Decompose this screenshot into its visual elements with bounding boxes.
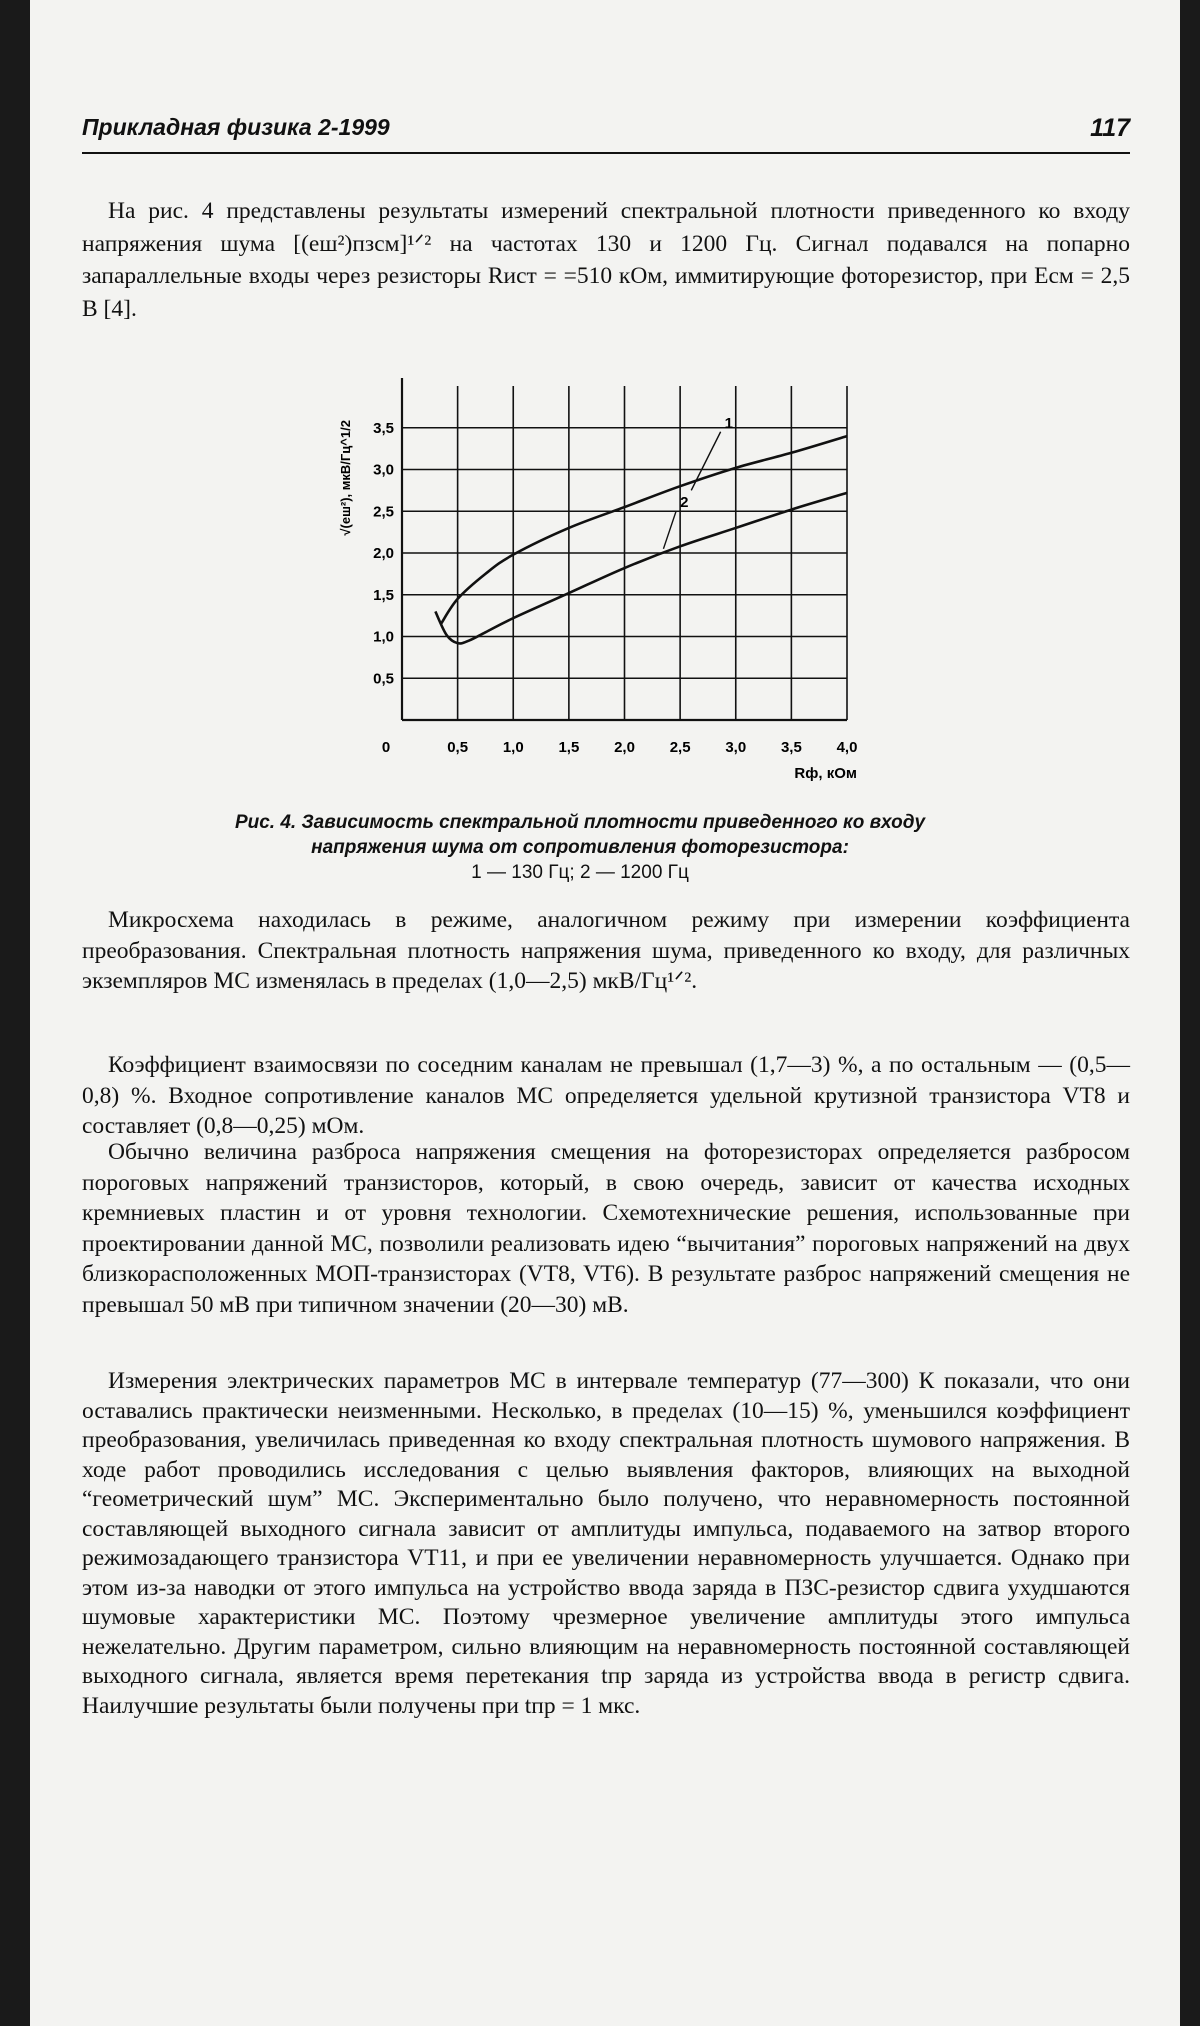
caption-title: Рис. 4. Зависимость спектральной плотности приведенного ко входу напряжения шума от сопротивления фоторезистора: xyxy=(234,812,926,858)
paragraph-intro: На рис. 4 представлены результаты измерений спектральной плотности приведенного ко входу напряжения шума [(eш²)пзсм]¹ᐟ² на частотах 130 и 1200 Гц. Сигнал подавался на попарно запараллельные входы через резисторы Rист = =510 кОм, иммитирующие фоторезистор, при Eсм = 2,5 В [4]. xyxy=(82,198,1130,322)
x-tick-label: 2,0 xyxy=(614,739,635,756)
paragraph-crosstalk: Коэффициент взаимосвязи по соседним каналам не превышал (1,7—3) %, а по остальным — (0,5—0,8) %. Входное сопротивление каналов МС определяется удельной крутизной транзистора VT8 и составляет (0,8—0,25) мОм. xyxy=(82,1052,1130,1139)
x-axis-label: Rф, кОм xyxy=(794,765,857,782)
y-axis-label: √(eш²), мкВ/Гц^1/2 xyxy=(338,420,353,536)
series-1-label: 1 xyxy=(724,414,733,432)
page-number: 117 xyxy=(1090,114,1130,142)
running-header xyxy=(82,112,1130,154)
caption-legend: 1 — 130 Гц; 2 — 1200 Гц xyxy=(471,862,689,883)
page xyxy=(30,0,1180,2026)
x-tick-label: 1,5 xyxy=(558,739,580,756)
x-tick-label: 0,5 xyxy=(447,739,469,756)
x-tick-label: 1,0 xyxy=(502,739,524,756)
x-tick-label: 2,5 xyxy=(669,739,691,756)
series-2-line xyxy=(435,493,847,644)
x-tick-label: 0 xyxy=(381,739,391,756)
y-tick-label: 3,5 xyxy=(373,419,394,437)
chart-grid xyxy=(402,386,847,720)
figure-caption xyxy=(180,810,980,885)
y-tick-label: 1,5 xyxy=(373,586,394,604)
y-tick-label: 3,0 xyxy=(373,461,394,479)
paragraph-offset: Обычно величина разброса напряжения смещения на фоторезисторах определяется разбросом пороговых напряжений транзисторов, который, в свою очередь, зависит от качества исходных кремниевых пластин и от уровня технологии. Схемотехнические решения, использованные при проектировании данной МС, позволили реализовать идею “вычитания” пороговых напряжений на двух близкорасположенных МОП-транзисторах (VT8, VT6). В результате разброс напряжений смещения не превышал 50 мВ при типичном значении (20—30) мВ. xyxy=(82,1139,1130,1318)
paragraph-microcircuit: Микросхема находилась в режиме, аналогичном режиму при измерении коэффициента преобразования. Спектральная плотность напряжения шума, приведенного ко входу, для различных экземпляров МС изменялась в пределах (1,0—2,5) мкВ/Гц¹ᐟ². xyxy=(82,907,1130,994)
series-1-line xyxy=(441,436,847,624)
figure-4-chart xyxy=(330,378,890,788)
series-2-leader xyxy=(663,511,676,549)
x-tick-label: 3,5 xyxy=(780,739,802,756)
y-tick-label: 2,0 xyxy=(373,545,394,562)
x-tick-label: 4,0 xyxy=(836,739,858,756)
journal-title: Прикладная физика 2-1999 xyxy=(82,114,390,140)
y-tick-label: 0,5 xyxy=(373,670,394,688)
x-tick-label: 3,0 xyxy=(725,739,747,756)
chart-series xyxy=(435,415,847,644)
series-2-label: 2 xyxy=(680,494,689,512)
paragraph-temperature: Измерения электрических параметров МС в интервале температур (77—300) К показали, что они оставались практически неизменными. Несколько, в пределах (10—15) %, уменьшился коэффициент преобразования, увеличилась приведенная ко входу спектральная плотность шумового напряжения. В ходе работ проводились исследования с целью выявления факторов, влияющих на выходной “геометрический шум” МС. Экспериментально было получено, что неравномерность постоянной составляющей выходного сигнала зависит от амплитуды импульса, подаваемого на затвор второго режимозадающего транзистора VT11, и при ее увеличении неравномерность улучшается. Однако при этом из-за наводки от этого импульса на устройство ввода заряда в ПЗС-резистор сдвига ухудшаются шумовые характеристики МС. Поэтому чрезмерное увеличение амплитуды этого импульса нежелательно. Другим параметром, сильно влияющим на неравномерность постоянной составляющей выходного сигнала, является время перетекания tпр заряда из устройства ввода в регистр сдвига. Наилучшие результаты были получены при tпр = 1 мкс. xyxy=(82,1368,1130,1719)
y-tick-label: 1,0 xyxy=(373,628,394,646)
series-1-leader xyxy=(691,432,720,491)
y-tick-label: 2,5 xyxy=(373,503,394,521)
